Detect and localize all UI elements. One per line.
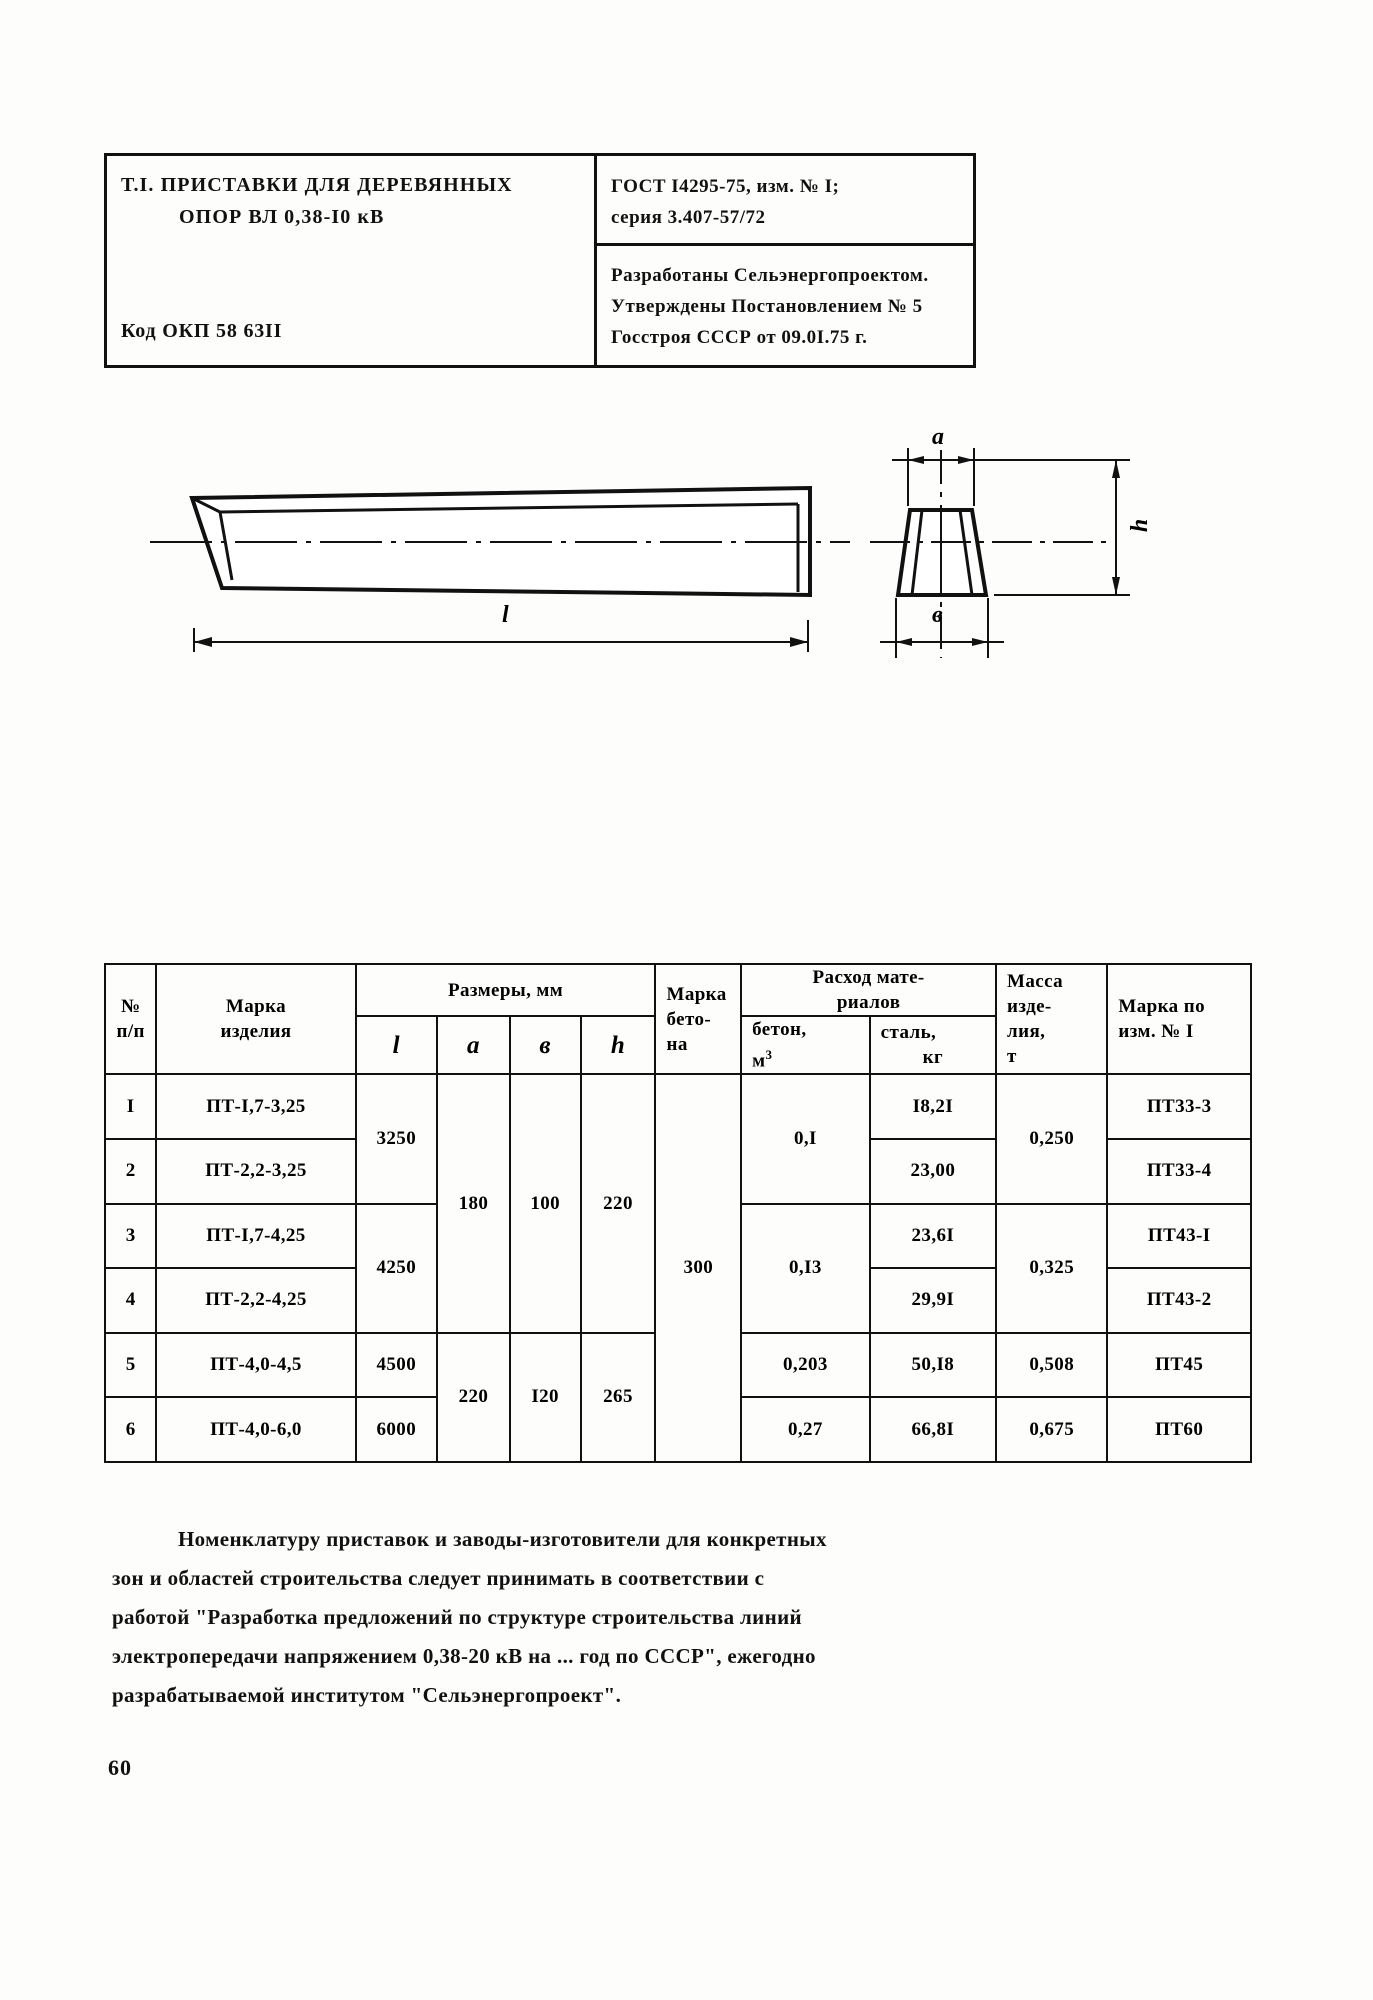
note-line-2: зон и областей строительства следует принимать в соответствии с	[112, 1566, 765, 1590]
arrow-l-left	[194, 637, 212, 647]
cell-mark: ПТ-4,0-6,0	[156, 1397, 355, 1462]
dim-label-length: l	[502, 602, 509, 628]
header-reference-cell	[597, 156, 973, 365]
th-mark-izm-line1: Марка по	[1118, 996, 1205, 1018]
th-mark-izm	[1107, 964, 1251, 1074]
th-steel-consumption	[870, 1016, 996, 1074]
th-mark-line1: Марка	[225, 996, 287, 1018]
cell-mass: 0,675	[996, 1397, 1107, 1462]
cell-steel: 23,00	[870, 1139, 996, 1204]
th-mass-line4: т	[1007, 1046, 1017, 1068]
note-line-4: электропередачи напряжением 0,38-20 кВ на ... год по СССР", ежегодно	[112, 1644, 816, 1668]
cell-number: 2	[105, 1139, 156, 1204]
th-steel-line2: кг	[922, 1047, 944, 1069]
th-concrete-line2: $м^3$	[752, 1047, 773, 1072]
cell-number: I	[105, 1074, 156, 1139]
cell-steel: 23,6I	[870, 1204, 996, 1269]
arrow-h-top	[1112, 460, 1120, 478]
th-dim-l: l	[356, 1016, 437, 1074]
cell-number: 4	[105, 1268, 156, 1333]
cell-length: 4500	[356, 1333, 437, 1398]
dim-label-h: h	[1127, 518, 1154, 533]
th-number-line1: №	[120, 996, 141, 1018]
cell-mass: 0,325	[996, 1204, 1107, 1333]
arrow-a-right	[958, 456, 974, 464]
note-line-3: работой "Разработка предложений по структуре строительства линий	[112, 1605, 802, 1629]
arrow-l-right	[790, 637, 808, 647]
cell-h: 220	[581, 1074, 656, 1332]
cell-steel: 29,9I	[870, 1268, 996, 1333]
table-body	[105, 1074, 1251, 1462]
th-concrete-consumption	[741, 1016, 870, 1074]
table-row	[105, 1074, 1251, 1139]
arrow-b-right	[972, 638, 988, 646]
cell-a: 220	[437, 1333, 510, 1462]
th-concrete-superscript: 3	[765, 1047, 773, 1062]
th-grade-line1: Марка	[666, 983, 727, 1005]
header-title-line1: Т.I. ПРИСТАВКИ ДЛЯ ДЕРЕВЯННЫХ	[121, 174, 513, 196]
cell-mark: ПТ-2,2-4,25	[156, 1268, 355, 1333]
cell-concrete-grade: 300	[655, 1074, 741, 1462]
header-approval-line1: Разработаны Сельэнергопроектом.	[611, 265, 929, 286]
header-okp-code: Код ОКП 58 63II	[121, 320, 283, 342]
cell-mark: ПТ-4,0-4,5	[156, 1333, 355, 1398]
cell-mark-izm: ПТ33-3	[1107, 1074, 1251, 1139]
note-line-1	[112, 1520, 1262, 1559]
header-standard-line2: серия 3.407-57/72	[611, 207, 766, 228]
cell-concrete: 0,203	[741, 1333, 870, 1398]
specification-table	[104, 963, 1252, 1463]
th-number	[105, 964, 156, 1074]
th-dim-h: h	[581, 1016, 656, 1074]
arrow-a-left	[908, 456, 924, 464]
header-standard-cell	[597, 156, 973, 246]
note-line-1-text: Номенклатуру приставок и заводы-изготовители для конкретных	[178, 1527, 827, 1551]
cell-mark: ПТ-I,7-4,25	[156, 1204, 355, 1269]
page-number: 60	[108, 1755, 132, 1780]
header-box	[104, 153, 976, 368]
arrow-h-bottom	[1112, 577, 1120, 595]
cell-concrete: 0,I	[741, 1074, 870, 1203]
header-approval-line3: Госстроя СССР от 09.0I.75 г.	[611, 327, 868, 348]
cell-mark-izm: ПТ45	[1107, 1333, 1251, 1398]
th-mark-izm-line2: изм. № I	[1118, 1021, 1194, 1043]
th-steel-line1: сталь,	[880, 1022, 937, 1044]
th-grade-line2: бето-	[666, 1008, 712, 1030]
th-materials-line2: риалов	[836, 992, 901, 1013]
dim-label-b: в	[932, 602, 943, 628]
cell-mark-izm: ПТ33-4	[1107, 1139, 1251, 1204]
cell-h: 265	[581, 1333, 656, 1462]
th-materials-line1: Расход мате-	[812, 967, 925, 988]
th-dimensions-group: Размеры, мм	[356, 964, 656, 1016]
table-header-row-1	[105, 964, 1251, 1016]
th-dim-a: a	[437, 1016, 510, 1074]
arrow-b-left	[896, 638, 912, 646]
note-paragraph	[112, 1520, 1262, 1715]
th-grade-line3: на	[666, 1033, 688, 1055]
cell-number: 5	[105, 1333, 156, 1398]
header-approval-cell	[597, 246, 973, 365]
cell-steel: 66,8I	[870, 1397, 996, 1462]
header-approval-line2: Утверждены Постановлением № 5	[611, 296, 923, 317]
cell-length: 6000	[356, 1397, 437, 1462]
th-mark	[156, 964, 355, 1074]
note-line-5: разрабатываемой институтом "Сельэнергопроект".	[112, 1683, 622, 1707]
th-mass-line1: Масса	[1007, 971, 1064, 993]
th-concrete-grade	[655, 964, 741, 1074]
th-number-line2: п/п	[116, 1021, 145, 1043]
technical-drawing	[150, 420, 1250, 710]
header-title-line2: ОПОР ВЛ 0,38-I0 кВ	[179, 206, 385, 228]
cell-mark-izm: ПТ43-2	[1107, 1268, 1251, 1333]
table-head	[105, 964, 1251, 1074]
cell-mark-izm: ПТ60	[1107, 1397, 1251, 1462]
dim-label-a: a	[932, 424, 944, 450]
cell-concrete: 0,I3	[741, 1204, 870, 1333]
th-dim-b: в	[510, 1016, 581, 1074]
header-title-cell	[107, 156, 597, 365]
th-materials-group	[741, 964, 996, 1016]
cell-concrete: 0,27	[741, 1397, 870, 1462]
cell-mark: ПТ-2,2-3,25	[156, 1139, 355, 1204]
cell-steel: 50,I8	[870, 1333, 996, 1398]
cell-length: 3250	[356, 1074, 437, 1203]
cell-a: 180	[437, 1074, 510, 1332]
cell-number: 6	[105, 1397, 156, 1462]
th-mass-line2: изде-	[1007, 996, 1052, 1018]
cell-mass: 0,250	[996, 1074, 1107, 1203]
th-mass	[996, 964, 1107, 1074]
cell-b: I20	[510, 1333, 581, 1462]
cell-mark-izm: ПТ43-I	[1107, 1204, 1251, 1269]
cell-length: 4250	[356, 1204, 437, 1333]
cell-steel: I8,2I	[870, 1074, 996, 1139]
th-mark-line2: изделия	[220, 1021, 292, 1043]
header-standard-line1: ГОСТ I4295-75, изм. № I;	[611, 176, 840, 197]
th-concrete-line1: бетон,	[752, 1019, 807, 1040]
cell-number: 3	[105, 1204, 156, 1269]
post-drawing-svg	[150, 420, 1250, 710]
cell-b: 100	[510, 1074, 581, 1332]
cell-mass: 0,508	[996, 1333, 1107, 1398]
th-mass-line3: лия,	[1007, 1021, 1046, 1043]
cell-mark: ПТ-I,7-3,25	[156, 1074, 355, 1139]
